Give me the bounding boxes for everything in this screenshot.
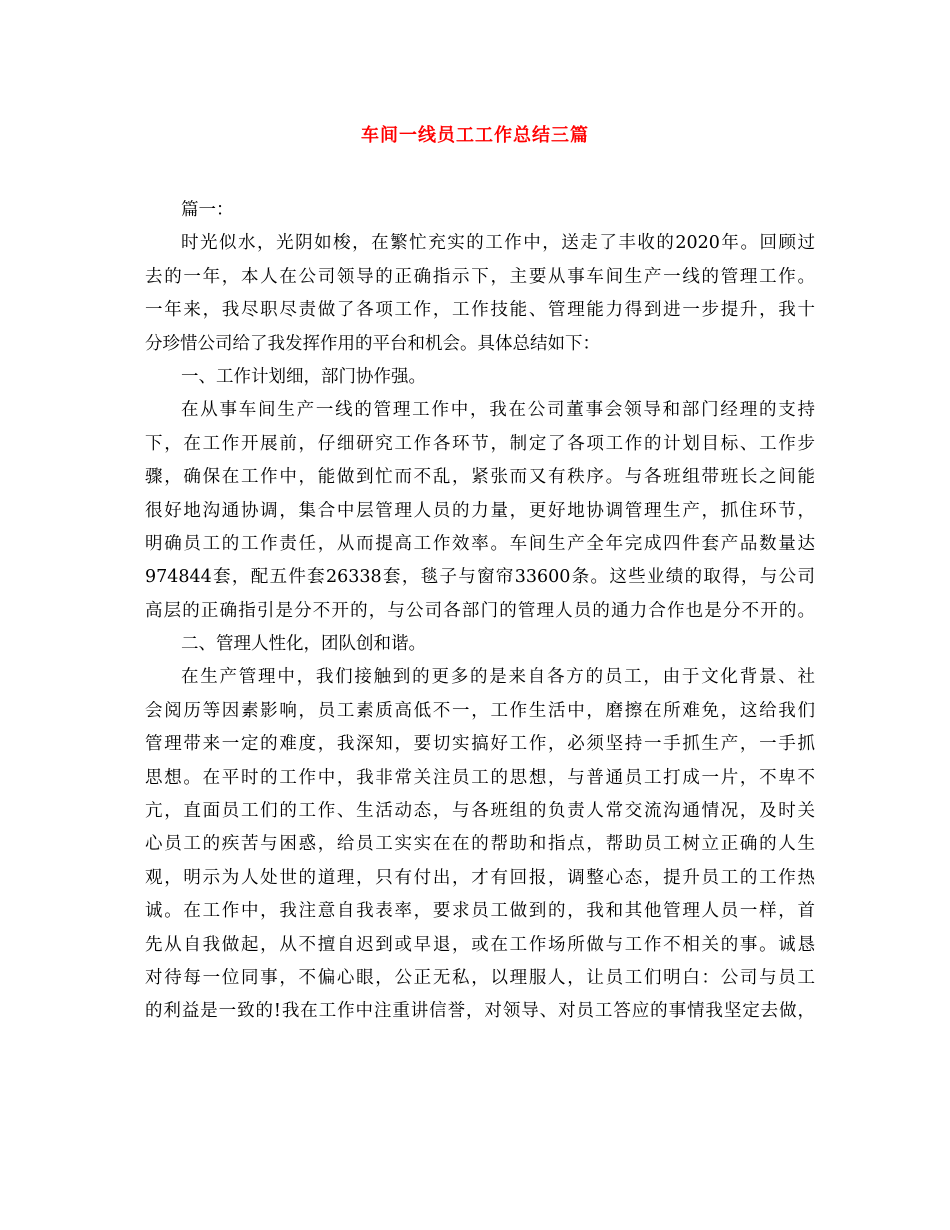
text-line: 一年来，我尽职尽责做了各项工作，工作技能、管理能力得到进一步提升，我十 [145, 300, 815, 321]
text-line: 思想。在平时的工作中，我非常关注员工的思想，与普通员工打成一片，不卑不 [145, 767, 815, 788]
text-line: 心员工的疾苦与困惑，给员工实实在在的帮助和指点，帮助员工树立正确的人生 [145, 834, 815, 855]
text-line: 二、管理人性化，团队创和谐。 [181, 634, 426, 655]
text-line: 在从事车间生产一线的管理工作中，我在公司董事会领导和部门经理的支持 [181, 400, 815, 421]
text-line: 分珍惜公司给了我发挥作用的平台和机会。具体总结如下： [145, 333, 600, 354]
text-line: 管理带来一定的难度，我深知，要切实搞好工作，必须坚持一手抓生产，一手抓 [145, 734, 815, 755]
text-line: 974844套，配五件套26338套，毯子与窗帘33600条。这些业绩的取得，与公司 [145, 567, 815, 588]
text-line: 很好地沟通协调，集合中层管理人员的力量，更好地协调管理生产，抓住环节， [145, 500, 815, 521]
text-line: 会阅历等因素影响，员工素质高低不一，工作生活中，磨擦在所难免，这给我们 [145, 700, 815, 721]
text-line: 高层的正确指引是分不开的，与公司各部门的管理人员的通力合作也是分不开的。 [145, 600, 815, 621]
document-body [145, 194, 815, 1029]
text-line: 在生产管理中，我们接触到的更多的是来自各方的员工，由于文化背景、社 [181, 667, 815, 688]
text-line: 明确员工的工作责任，从而提高工作效率。车间生产全年完成四件套产品数量达 [145, 533, 815, 554]
text-line: 亢，直面员工们的工作、生活动态，与各班组的负责人常交流沟通情况，及时关 [145, 801, 815, 822]
text-line: 的利益是一致的!我在工作中注重讲信誉，对领导、对员工答应的事情我坚定去做， [145, 1001, 815, 1022]
text-line: 诚。在工作中，我注意自我表率，要求员工做到的，我和其他管理人员一样，首 [145, 901, 815, 922]
text-line: 一、工作计划细，部门协作强。 [181, 366, 426, 387]
text-line: 时光似水，光阴如梭，在繁忙充实的工作中，送走了丰收的2020年。回顾过 [181, 233, 815, 254]
text-line: 骤，确保在工作中，能做到忙而不乱，紧张而又有秩序。与各班组带班长之间能 [145, 467, 815, 488]
text-line: 先从自我做起，从不擅自迟到或早退，或在工作场所做与工作不相关的事。诚恳 [145, 934, 815, 955]
text-line: 对待每一位同事，不偏心眼，公正无私，以理服人，让员工们明白：公司与员工 [145, 967, 815, 988]
text-line: 去的一年，本人在公司领导的正确指示下，主要从事车间生产一线的管理工作。 [145, 266, 815, 287]
text-line: 观，明示为人处世的道理，只有付出，才有回报，调整心态，提升员工的工作热 [145, 867, 815, 888]
text-line: 下，在工作开展前，仔细研究工作各环节，制定了各项工作的计划目标、工作步 [145, 433, 815, 454]
document-title: 车间一线员工工作总结三篇 [361, 125, 589, 146]
text-line: 篇一： [181, 200, 234, 220]
